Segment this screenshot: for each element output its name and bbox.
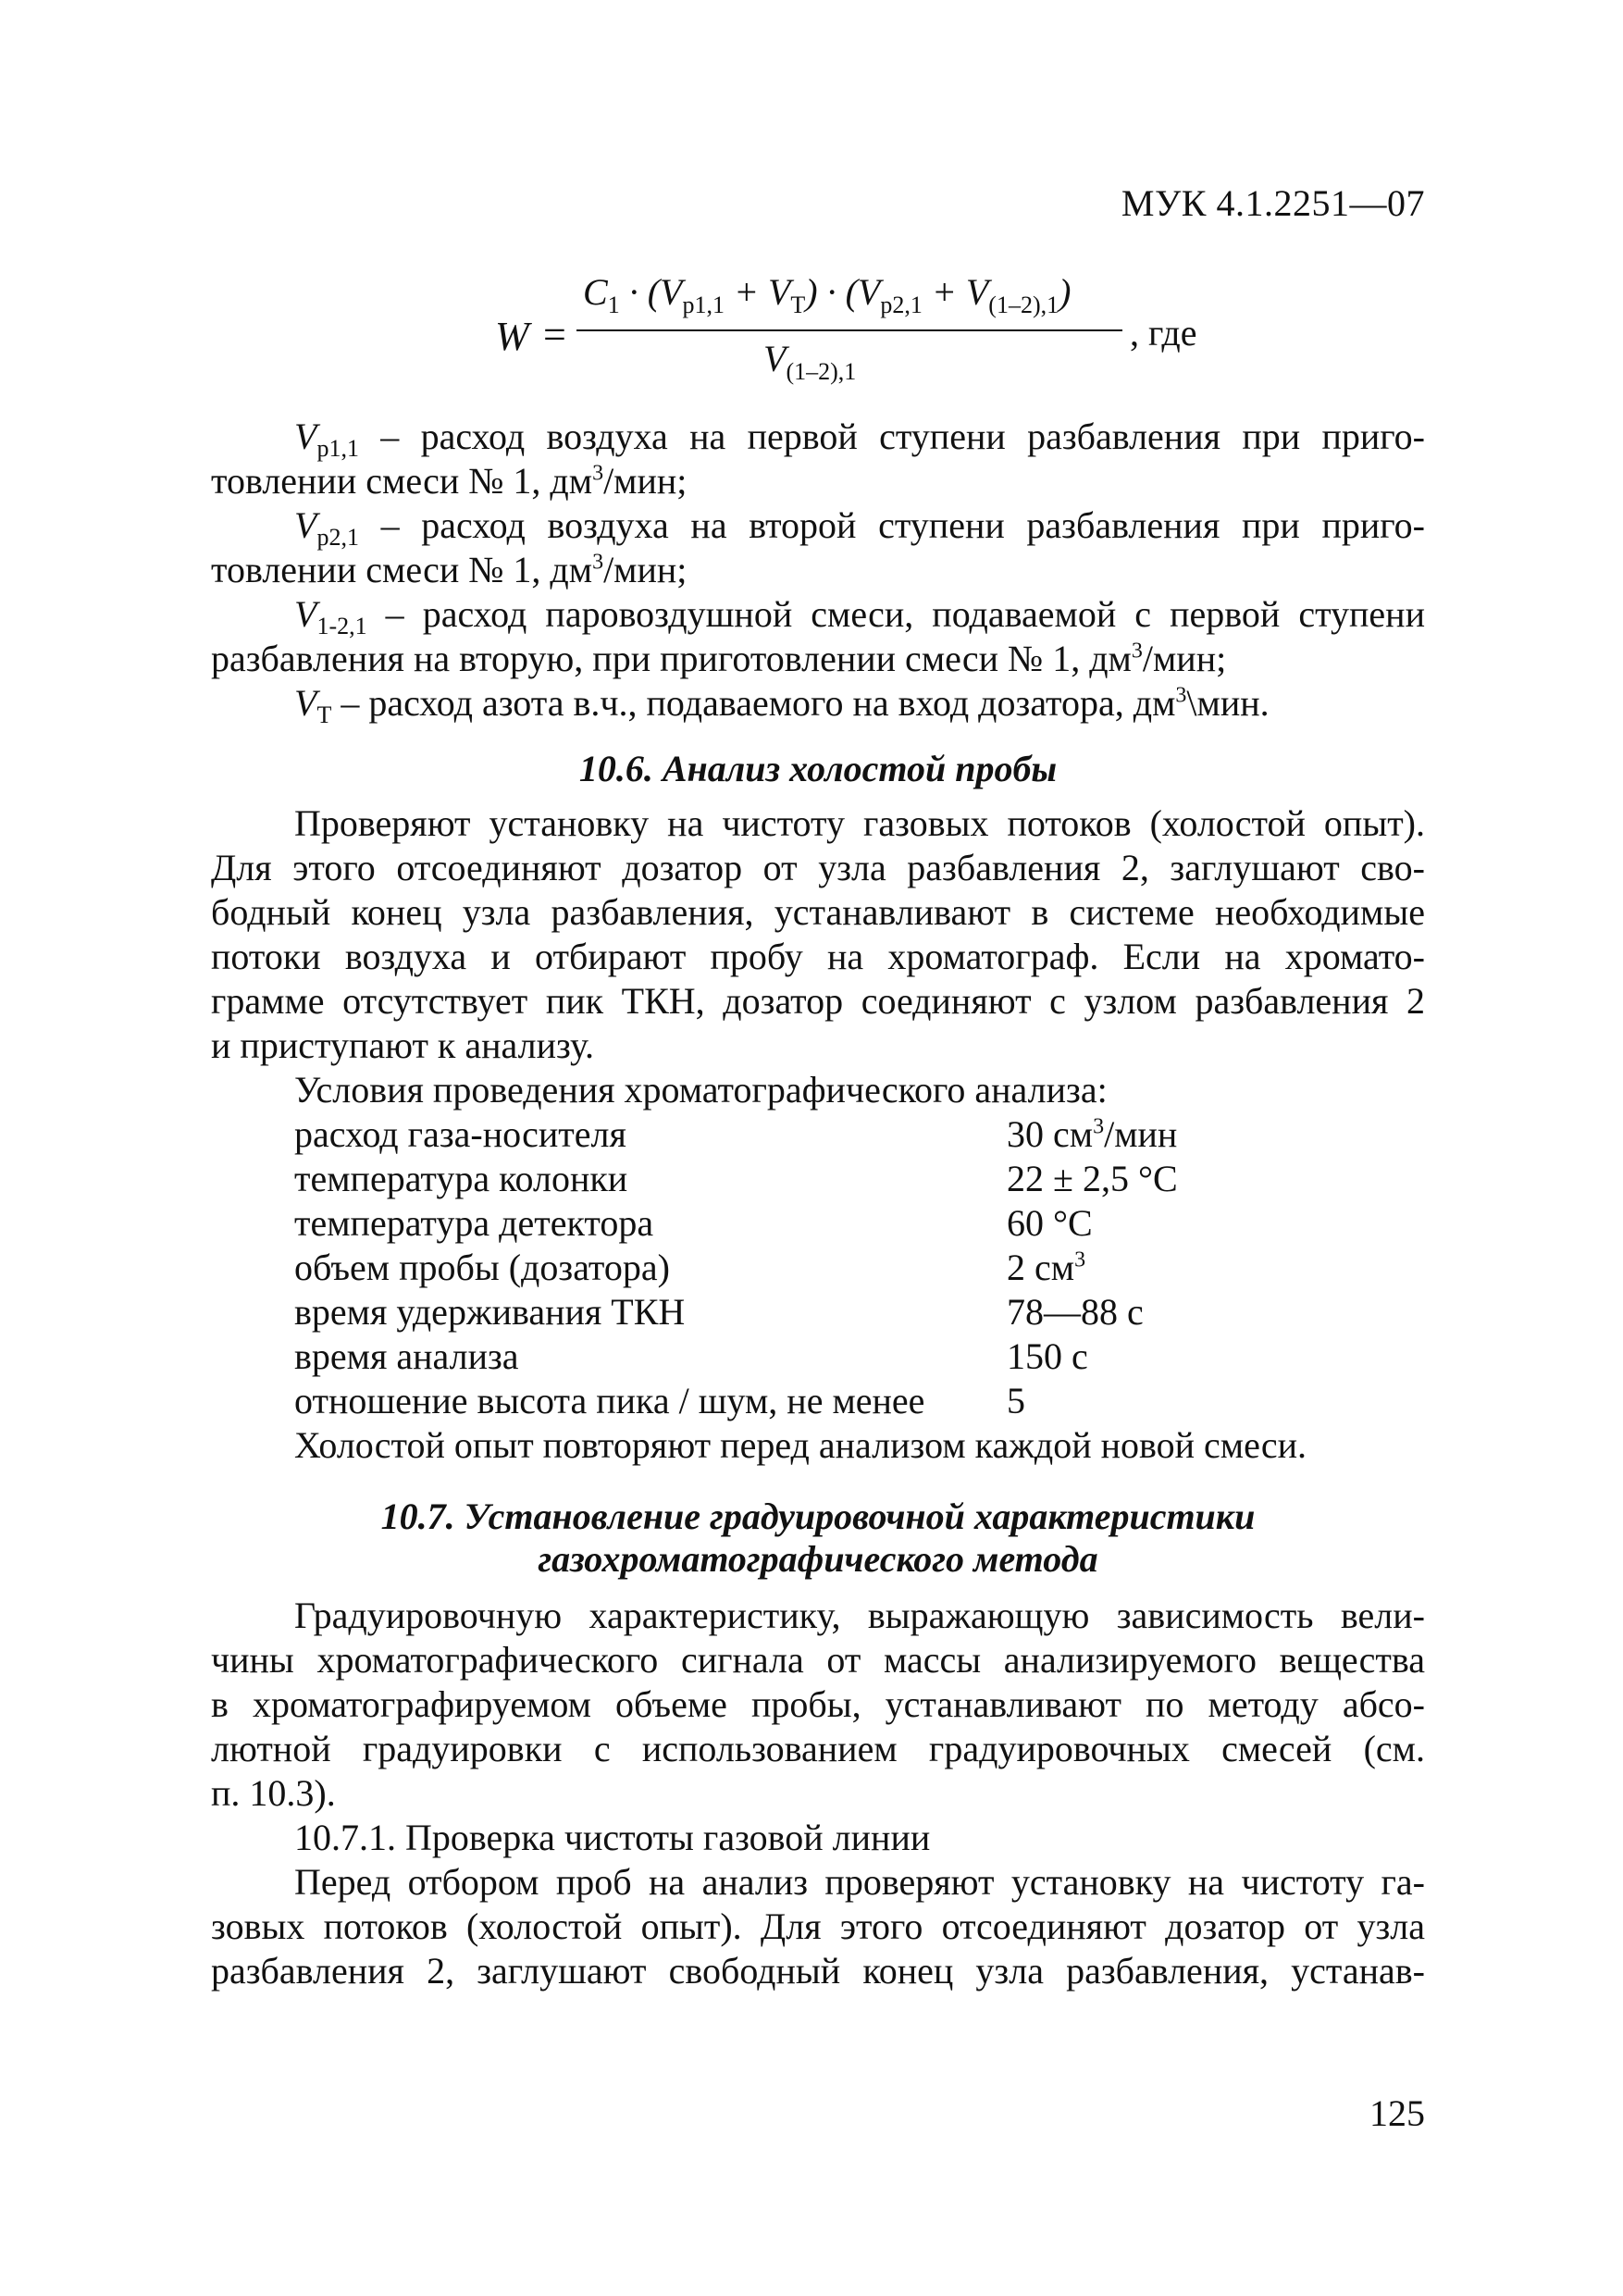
paragraph-line: Градуировочную характеристику, выражающую зависимость вели- (294, 1595, 1425, 1636)
condition-row: отношение высота пика / шум, не менее 5 (294, 1380, 1025, 1421)
condition-row: температура детектора 60 °С (294, 1202, 1093, 1244)
paragraph-line: и приступают к анализу. (211, 1024, 594, 1066)
conditions-list (294, 1112, 1220, 1423)
paragraph-line: Перед отбором проб на анализ проверяют установку на чистоту га- (294, 1861, 1425, 1903)
paragraph-line: в хроматографируемом объеме пробы, устанавливают по методу абсо- (211, 1683, 1425, 1725)
formula-lhs: W (495, 314, 529, 359)
definition-vp21: $V_{p2,1}$ – расход воздуха на второй ступени разбавления при приго- (294, 504, 1425, 551)
condition-row: температура колонки 22 ± 2,5 °С (294, 1158, 1178, 1199)
definition-vt: $V_Т$ – расход азота в.ч., подаваемого на вход дозатора, $дм^3\backslash мин$. (294, 682, 1270, 728)
paragraph-line: потоки воздуха и отбирают пробу на хроматограф. Если на хромато- (211, 936, 1425, 977)
document-code: МУК 4.1.2251—07 (1121, 182, 1425, 224)
condition-row: расход газа-носителя 30 $см^3$/мин (294, 1113, 1178, 1155)
section-10-7-paragraph (211, 1594, 1425, 1993)
conditions-intro: Условия проведения хроматографического анализа: (294, 1069, 1108, 1111)
condition-row: время удерживания ТКН 78—88 с (294, 1291, 1144, 1333)
definition-v121: $V_{1-2,1}$ – расход паровоздушной смеси, подаваемой с первой ступени (294, 593, 1425, 639)
formula-suffix: , где (1130, 312, 1197, 354)
paragraph-line: лютной градуировки с использованием градуировочных смесей (см. (211, 1728, 1425, 1769)
formula-equals: = (543, 312, 566, 357)
paragraph-line: грамме отсутствует пик ТКН, дозатор соединяют с узлом разбавления 2 (211, 980, 1425, 1022)
definitions (211, 415, 1425, 726)
subsection-title: 10.7.1. Проверка чистоты газовой линии (294, 1817, 931, 1858)
paragraph-line: п. 10.3). (211, 1772, 336, 1814)
definition-vp11-cont: товлении смеси № 1, $дм^3$/мин; (211, 460, 688, 502)
formula-fraction-bar (576, 329, 1122, 331)
section-10-6-paragraph (211, 801, 1425, 1112)
formula (495, 270, 1197, 409)
paragraph-line: Проверяют установку на чистоту газовых потоков (холостой опыт). (294, 802, 1425, 844)
paragraph-line: чины хроматографического сигнала от массы анализируемого вещества (211, 1639, 1425, 1681)
paragraph-line: разбавления 2, заглушают свободный конец узла разбавления, устанав- (211, 1950, 1425, 1992)
paragraph-line: Для этого отсоединяют дозатор от узла разбавления 2, заглушают сво- (211, 847, 1425, 888)
formula-numerator: $C_1 \cdot (V_{p1,1} + V_T) \cdot (V_{p2,1} + V_{(1-2),1})$ (583, 271, 1072, 318)
section-10-7-title: 10.7. Установление градуировочной характеристики газохроматографического метода (380, 1496, 1256, 1580)
paragraph-line: бодный конец узла разбавления, устанавливают в системе необходимые (211, 891, 1425, 933)
paragraph-line: зовых потоков (холостой опыт). Для этого отсоединяют дозатор от узла (211, 1905, 1425, 1947)
section-10-6-title: 10.6. Анализ холостой пробы (578, 748, 1058, 789)
definition-v121-cont: разбавления на вторую, при приготовлении смеси № 1, $дм^3$/мин; (211, 638, 1227, 679)
definition-vp11: $V_{p1,1}$ – расход воздуха на первой ступени разбавления при приго- (294, 416, 1425, 462)
condition-row: объем пробы (дозатора) 2 $см^3$ (294, 1247, 1086, 1288)
definition-vp21-cont: товлении смеси № 1, $дм^3$/мин; (211, 549, 688, 590)
page-number: 125 (1369, 2092, 1425, 2134)
formula-denominator: $V_{(1-2),1}$ (763, 338, 857, 385)
condition-row: время анализа 150 с (294, 1335, 1088, 1377)
closing-sentence: Холостой опыт повторяют перед анализом каждой новой смеси. (294, 1424, 1307, 1466)
